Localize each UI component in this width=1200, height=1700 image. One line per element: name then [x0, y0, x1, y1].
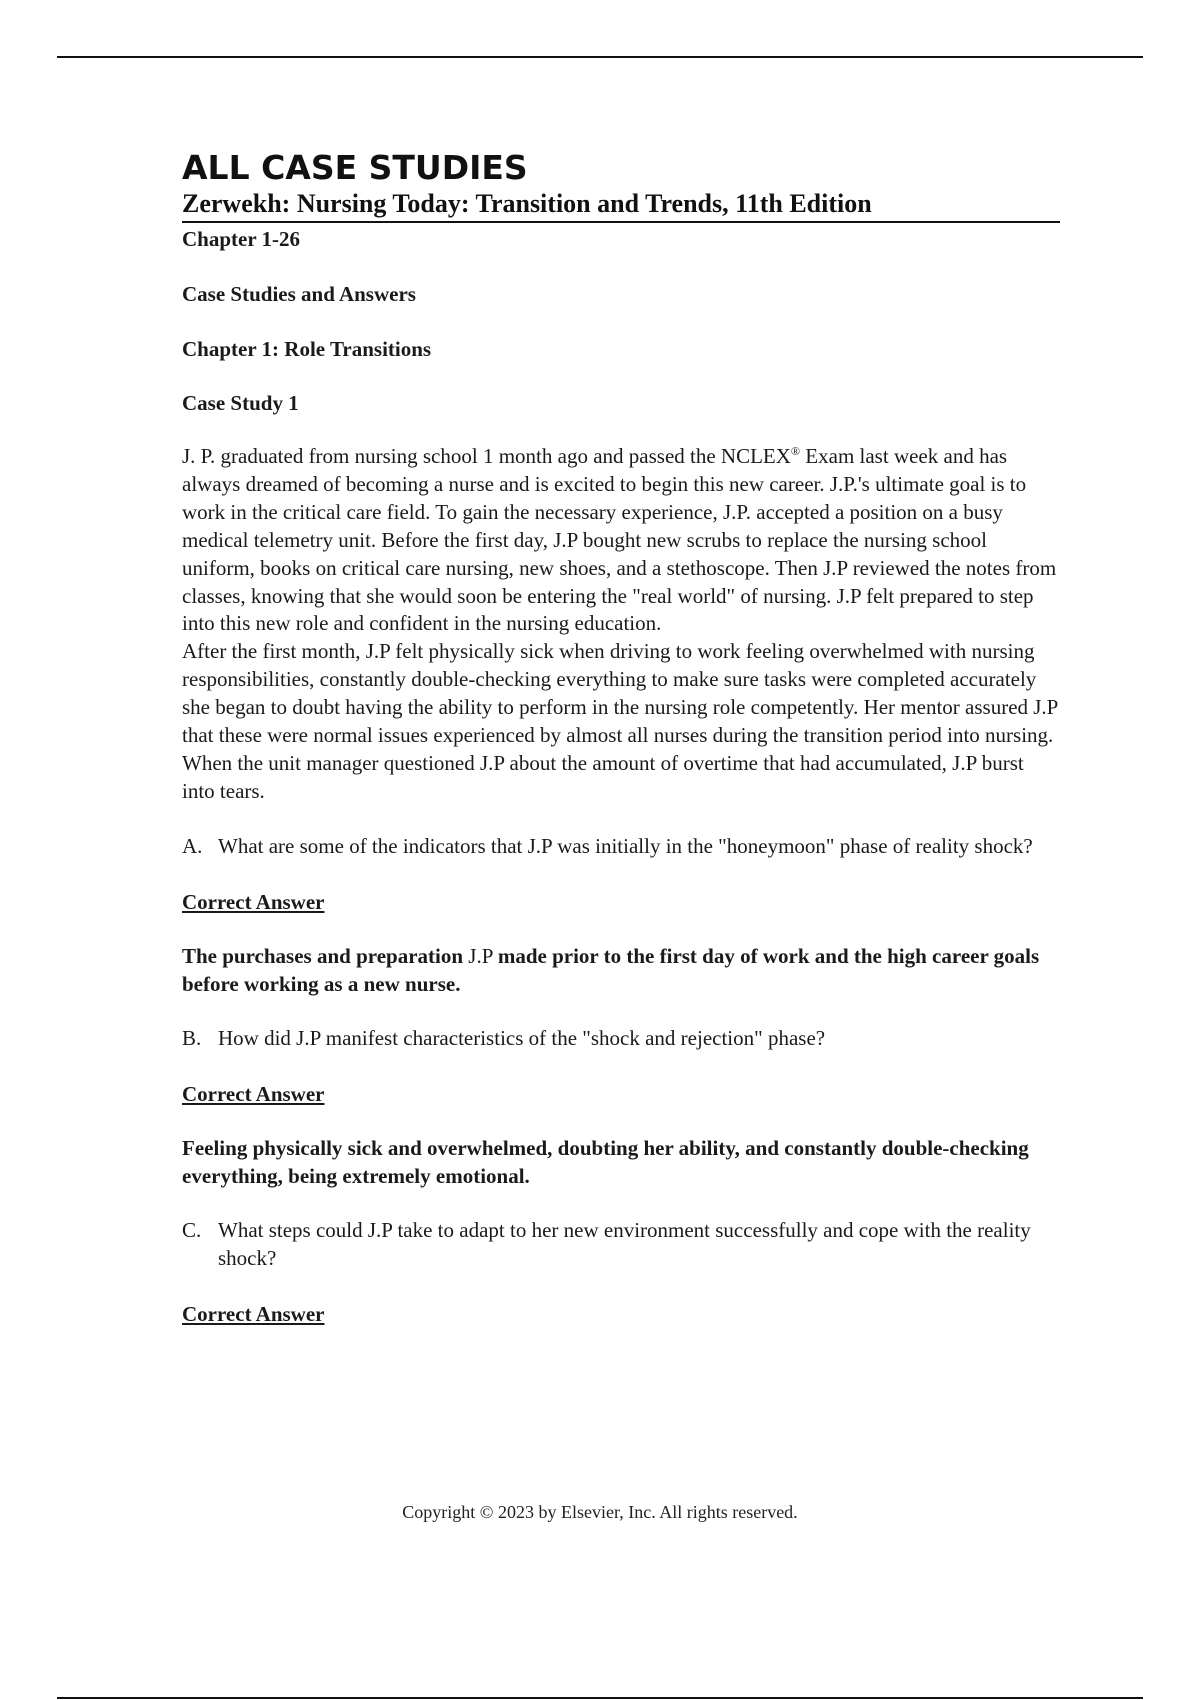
question-a [182, 832, 1060, 860]
page-content [182, 148, 1060, 1328]
case-narrative [182, 443, 1060, 806]
question-letter: B. [182, 1025, 202, 1050]
question-text: What are some of the indicators that J.P was initially in the "honeymoon" phase of reality shock? [218, 833, 1033, 858]
question-text: How did J.P manifest characteristics of the "shock and rejection" phase? [218, 1025, 826, 1050]
narrative-paragraph-1: J. P. graduated from nursing school 1 month ago and passed the NCLEX® Exam last week and has always dreamed of becoming a nurse and is excited to begin this new career. J.P.'s ultimate goal is to work in the critical care field. To gain the necessary experience, J.P. accepted a position on a busy medical telemetry unit. Before the first day, J.P bought new scrubs to replace the nursing school uniform, books on critical care nursing, new shoes, and a stethoscope. Then J.P reviewed the notes from classes, knowing that she would soon be entering the "real world" of nursing. J.P felt prepared to step into this new role and confident in the nursing education. [182, 444, 1057, 636]
correct-answer-label: Correct Answer [182, 1081, 325, 1106]
chapter-range: Chapter 1-26 [182, 227, 301, 251]
answer-b: Feeling physically sick and overwhelmed, doubting her ability, and constantly double-checking everything, being extremely emotional. [182, 1135, 1029, 1188]
case-study-heading: Case Study 1 [182, 391, 299, 415]
top-rule [57, 56, 1143, 58]
book-title: Zerwekh: Nursing Today: Transition and Trends, 11th Edition [182, 188, 1060, 223]
document-title: ALL CASE STUDIES [182, 148, 528, 187]
question-c [182, 1216, 1060, 1272]
correct-answer-label: Correct Answer [182, 889, 325, 914]
narrative-paragraph-2: After the first month, J.P felt physically sick when driving to work feeling overwhelmed with nursing responsibilities, constantly double-checking everything to make sure tasks were completed accurately she began to doubt having the ability to perform in the nursing role competently. Her mentor assured J.P that these were normal issues experienced by almost all nurses during the transition period into nursing. When the unit manager questioned J.P about the amount of overtime that had accumulated, J.P burst into tears. [182, 639, 1058, 803]
copyright-footer: Copyright © 2023 by Elsevier, Inc. All rights reserved. [402, 1502, 798, 1522]
question-text: What steps could J.P take to adapt to her new environment successfully and cope with the reality shock? [218, 1217, 1031, 1270]
section-heading: Case Studies and Answers [182, 282, 416, 306]
question-b [182, 1024, 1060, 1052]
question-letter: C. [182, 1217, 202, 1242]
answer-a: The purchases and preparation J.P made prior to the first day of work and the high career goals before working as a new nurse. [182, 943, 1040, 996]
chapter-heading: Chapter 1: Role Transitions [182, 337, 432, 361]
registered-mark: ® [790, 444, 801, 458]
question-letter: A. [182, 833, 203, 858]
bottom-rule [57, 1697, 1143, 1699]
correct-answer-label: Correct Answer [182, 1301, 325, 1326]
